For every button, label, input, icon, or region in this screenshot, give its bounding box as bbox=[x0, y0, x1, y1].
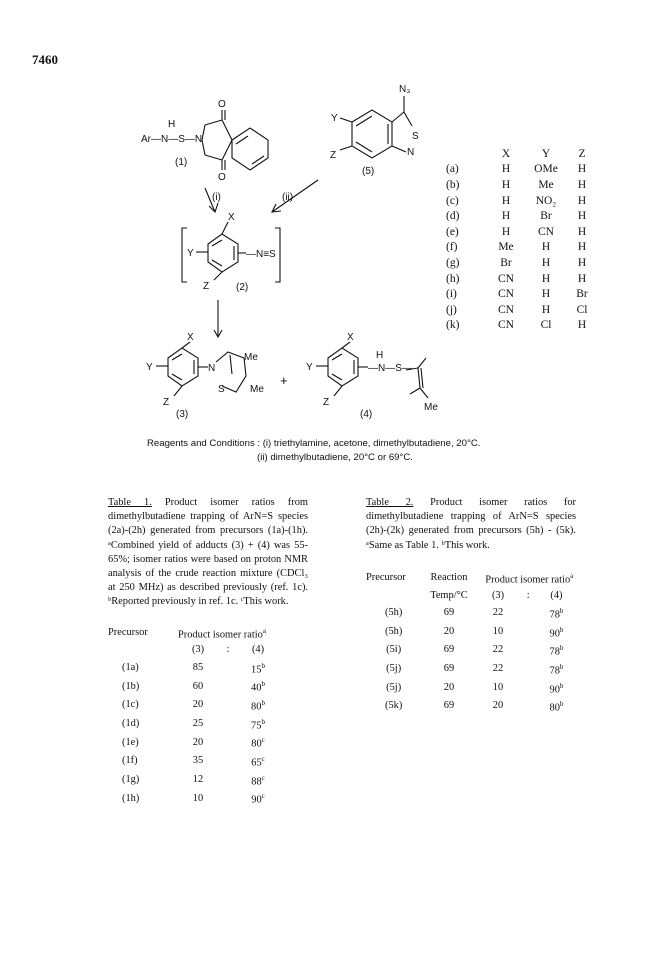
compound-4-x: X bbox=[347, 332, 354, 343]
row-label: (i) bbox=[446, 288, 457, 301]
cell-y: OMe bbox=[534, 163, 558, 176]
row-label: (c) bbox=[446, 194, 459, 207]
table-row bbox=[108, 789, 278, 808]
table-1-header-ratio: Product isomer ratio bbox=[178, 629, 263, 641]
cell-y: H bbox=[541, 256, 551, 269]
temp-cell: 20 bbox=[443, 625, 455, 637]
ratio-3-cell: 12 bbox=[192, 773, 204, 785]
plus-sign: + bbox=[280, 373, 288, 388]
table-row bbox=[366, 660, 576, 679]
reagents-line-1: Reagents and Conditions : (i) triethylamine, acetone, dimethylbutadiene, 20°C. bbox=[147, 438, 481, 449]
cell-x: H bbox=[501, 225, 511, 238]
compound-2-nes: —N≡S bbox=[246, 249, 276, 260]
cell-x: Me bbox=[498, 241, 514, 254]
table-2-header-sup: a bbox=[570, 571, 574, 580]
cell-x: H bbox=[501, 210, 511, 223]
temp-cell: 69 bbox=[443, 644, 455, 656]
ratio-4-cell: 78 bbox=[549, 609, 560, 621]
table-2 bbox=[366, 569, 576, 716]
ratio-4-cell: 40 bbox=[251, 682, 262, 694]
footnote-mark: b bbox=[261, 661, 265, 670]
table-2-sub-4: (4) bbox=[550, 589, 563, 601]
substituent-row bbox=[446, 193, 595, 209]
table-1-header-precursor: Precursor bbox=[108, 626, 148, 638]
precursor-cell: (1g) bbox=[122, 773, 140, 785]
ratio-3-cell: 22 bbox=[492, 663, 504, 675]
row-label: (g) bbox=[446, 256, 460, 269]
row-label: (e) bbox=[446, 225, 459, 238]
substituent-row bbox=[446, 318, 595, 334]
temp-cell: 69 bbox=[443, 700, 455, 712]
table-1-title: Table 1. bbox=[108, 497, 152, 508]
cell-y: Cl bbox=[540, 319, 552, 332]
compound-3-label: (3) bbox=[176, 409, 189, 420]
row-label: (h) bbox=[446, 272, 460, 285]
arrow-i-label: (i) bbox=[212, 192, 221, 203]
compound-4-chain: —N—S— bbox=[368, 363, 412, 374]
ratio-3-cell: 22 bbox=[492, 607, 504, 619]
table-2-title: Table 2. bbox=[366, 497, 414, 508]
footnote-mark: b bbox=[559, 681, 564, 690]
table-row bbox=[108, 752, 278, 771]
precursor-cell: (1a) bbox=[122, 661, 139, 673]
compound-3-methyl-bottom: Me bbox=[250, 384, 264, 395]
cell-z: H bbox=[577, 256, 587, 269]
compound-1-chain: Ar—N—S—N bbox=[141, 134, 203, 145]
ratio-4-cell: 78 bbox=[549, 665, 560, 677]
footnote-mark: c bbox=[261, 755, 265, 764]
cell-y: H bbox=[541, 241, 551, 254]
cell-y: H bbox=[541, 288, 551, 301]
footnote-mark: c bbox=[261, 773, 265, 782]
cell-x: CN bbox=[498, 272, 514, 285]
cell-y: Br bbox=[540, 210, 552, 223]
table-1-sub-4: (4) bbox=[251, 644, 265, 656]
temp-cell: 69 bbox=[443, 663, 455, 675]
ratio-3-cell: 60 bbox=[192, 680, 204, 692]
table-row bbox=[108, 659, 278, 678]
compound-4-methyl: Me bbox=[424, 402, 438, 413]
compound-3-methyl-top: Me bbox=[244, 352, 258, 363]
temp-cell: 69 bbox=[443, 607, 455, 619]
footnote-mark: b bbox=[559, 644, 564, 653]
footnote-mark: b bbox=[559, 625, 564, 634]
cell-y: NO₂ bbox=[535, 194, 557, 207]
arrow-ii bbox=[272, 180, 318, 212]
compound-2-z: Z bbox=[203, 281, 210, 292]
header-x: X bbox=[501, 147, 511, 160]
ratio-4-cell: 65 bbox=[251, 757, 262, 769]
precursor-cell: (5k) bbox=[385, 700, 403, 712]
table-row bbox=[108, 677, 278, 696]
compound-5-z: Z bbox=[330, 150, 337, 161]
cell-y: Me bbox=[538, 178, 554, 191]
table-row bbox=[366, 623, 576, 642]
footnote-mark: c bbox=[261, 736, 265, 745]
compound-4-hydrogen: H bbox=[376, 350, 384, 361]
row-label: (d) bbox=[446, 210, 460, 223]
oxygen-top: O bbox=[218, 99, 226, 110]
reagents-conditions bbox=[147, 437, 480, 465]
cell-y: CN bbox=[538, 225, 554, 238]
cell-x: H bbox=[501, 163, 511, 176]
cell-x: Br bbox=[500, 256, 512, 269]
precursor-cell: (5j) bbox=[386, 681, 402, 693]
cell-x: CN bbox=[498, 288, 514, 301]
row-label: (a) bbox=[446, 163, 459, 176]
substituent-row bbox=[446, 208, 595, 224]
arrow-ii-label: (ii) bbox=[282, 192, 294, 203]
table-1-sep: : bbox=[226, 644, 230, 656]
ratio-3-cell: 22 bbox=[492, 644, 504, 656]
cell-x: H bbox=[501, 194, 511, 207]
row-label: (f) bbox=[446, 241, 458, 254]
table-1-header-sup: a bbox=[262, 626, 266, 635]
compound-3-nitrogen: N bbox=[208, 363, 216, 374]
compound-3-structure bbox=[156, 342, 246, 396]
precursor-cell: (5h) bbox=[385, 625, 403, 637]
substituent-row bbox=[446, 162, 595, 178]
ratio-3-cell: 25 bbox=[192, 717, 204, 729]
ratio-3-cell: 35 bbox=[192, 755, 204, 767]
precursor-cell: (1e) bbox=[122, 736, 139, 748]
compound-3-z: Z bbox=[163, 397, 170, 408]
table-2-sep: : bbox=[526, 589, 530, 601]
precursor-cell: (1h) bbox=[122, 792, 140, 804]
cell-z: Cl bbox=[576, 303, 588, 316]
ratio-4-cell: 15 bbox=[251, 664, 262, 676]
page-number: 7460 bbox=[32, 52, 58, 67]
substituent-row bbox=[446, 240, 595, 256]
table-2-header-temp: Temp/°C bbox=[430, 589, 468, 601]
table-row bbox=[366, 604, 576, 623]
precursor-cell: (1b) bbox=[122, 680, 140, 692]
table-row bbox=[366, 697, 576, 716]
footnote-mark: b bbox=[261, 680, 265, 689]
compound-2-y: Y bbox=[187, 248, 194, 259]
azide-label: N₃ bbox=[399, 84, 411, 95]
header-y: Y bbox=[541, 147, 551, 160]
compound-1-label: (1) bbox=[175, 157, 188, 168]
temp-cell: 20 bbox=[443, 681, 455, 693]
ratio-4-cell: 78 bbox=[549, 646, 560, 658]
ratio-4-cell: 90 bbox=[251, 794, 262, 806]
footnote-mark: c bbox=[261, 792, 265, 801]
precursor-cell: (5i) bbox=[386, 644, 402, 656]
reagents-line-2: (ii) dimethylbutadiene, 20°C or 69°C. bbox=[257, 452, 413, 463]
precursor-cell: (1f) bbox=[122, 755, 138, 767]
table-row bbox=[366, 679, 576, 698]
cell-z: H bbox=[577, 272, 587, 285]
cell-x: H bbox=[501, 178, 511, 191]
compound-3-sulfur: S bbox=[218, 384, 225, 395]
compound-1-structure bbox=[202, 110, 268, 170]
compound-3-x: X bbox=[187, 332, 194, 343]
compound-2-x: X bbox=[228, 212, 235, 223]
cell-z: H bbox=[577, 225, 587, 238]
compound-2-label: (2) bbox=[236, 282, 249, 293]
precursor-cell: (5h) bbox=[385, 607, 403, 619]
ratio-3-cell: 10 bbox=[492, 625, 504, 637]
table-row bbox=[108, 696, 278, 715]
table-1-sub-3: (3) bbox=[191, 644, 205, 656]
cell-z: H bbox=[577, 194, 587, 207]
ratio-4-cell: 80 bbox=[251, 738, 262, 750]
footnote-mark: b bbox=[261, 717, 265, 726]
cell-z: H bbox=[577, 319, 587, 332]
cell-x: CN bbox=[498, 303, 514, 316]
ratio-3-cell: 20 bbox=[492, 700, 504, 712]
ratio-3-cell: 85 bbox=[192, 661, 204, 673]
table-2-sub-3: (3) bbox=[491, 589, 505, 601]
table-row bbox=[108, 771, 278, 790]
table-1-section bbox=[108, 496, 308, 808]
footnote-mark: b bbox=[559, 662, 564, 671]
table-row bbox=[108, 733, 278, 752]
substituent-row bbox=[446, 224, 595, 240]
cell-z: H bbox=[577, 178, 587, 191]
table-1-caption-text: Product isomer ratios from dimethylbutadiene trapping of ArN=S species (2a)-(2h) generated from precursors (1a)-(1h). ᵃCombined yield of adducts (3) + (4) was 55-65%; isomer ratios were based on proton NMR analysis of the crude reaction mixture (CDCl₃ at 250 MHz) as described previously (ref. 1c). ᵇReported previously in ref. 1c. ᶜThis work. bbox=[108, 497, 308, 608]
ratio-3-cell: 10 bbox=[192, 792, 204, 804]
substituent-header-row bbox=[446, 146, 595, 162]
table-2-caption-text: Product isomer ratios for dimethylbutadiene trapping of ArN=S species (2h)-(2k) generated from precursors (5h) - (5k). ᵃSame as Table 1. ᵇThis work. bbox=[366, 497, 576, 551]
compound-4-y: Y bbox=[306, 362, 313, 373]
compound-4-label: (4) bbox=[360, 409, 373, 420]
oxygen-bottom: O bbox=[218, 172, 226, 183]
table-2-header-reaction: Reaction bbox=[430, 572, 468, 584]
ratio-4-cell: 88 bbox=[251, 776, 262, 788]
substituent-row bbox=[446, 255, 595, 271]
table-2-header-precursor: Precursor bbox=[366, 572, 406, 584]
cell-z: H bbox=[577, 241, 587, 254]
footnote-mark: b bbox=[559, 606, 564, 615]
ratio-3-cell: 10 bbox=[492, 681, 504, 693]
cell-y: H bbox=[541, 303, 551, 316]
table-2-header-ratio: Product isomer ratio bbox=[485, 574, 571, 586]
precursor-cell: (1c) bbox=[122, 699, 139, 711]
precursor-cell: (1d) bbox=[122, 717, 140, 729]
compound-4-z: Z bbox=[323, 397, 330, 408]
substituent-table bbox=[446, 146, 595, 333]
row-label: (k) bbox=[446, 319, 460, 332]
ratio-4-cell: 80 bbox=[549, 702, 560, 714]
table-row bbox=[108, 715, 278, 734]
row-label: (j) bbox=[446, 303, 457, 316]
ratio-4-cell: 90 bbox=[549, 628, 560, 640]
footnote-mark: b bbox=[261, 699, 265, 708]
cell-z: Br bbox=[576, 288, 588, 301]
compound-5-sulfur: S bbox=[412, 131, 419, 142]
table-1-caption bbox=[108, 496, 308, 610]
precursor-cell: (5j) bbox=[386, 663, 402, 675]
compound-5-structure bbox=[340, 96, 415, 158]
ratio-4-cell: 90 bbox=[549, 684, 560, 696]
row-label: (b) bbox=[446, 178, 460, 191]
hydrogen-1: H bbox=[168, 119, 176, 130]
header-z: Z bbox=[578, 147, 586, 160]
compound-5-y: Y bbox=[331, 113, 338, 124]
cell-y: H bbox=[541, 272, 551, 285]
cell-z: H bbox=[577, 210, 587, 223]
substituent-row bbox=[446, 177, 595, 193]
table-2-caption bbox=[366, 496, 576, 553]
ratio-4-cell: 75 bbox=[251, 720, 262, 732]
footnote-mark: b bbox=[559, 700, 564, 709]
compound-5-label: (5) bbox=[362, 166, 375, 177]
ratio-3-cell: 20 bbox=[192, 736, 204, 748]
substituent-row bbox=[446, 271, 595, 287]
table-2-section bbox=[366, 496, 576, 716]
ratio-4-cell: 80 bbox=[251, 701, 262, 713]
cell-x: CN bbox=[498, 319, 514, 332]
table-row bbox=[366, 641, 576, 660]
substituent-row bbox=[446, 286, 595, 302]
table-1 bbox=[108, 624, 278, 808]
compound-3-y: Y bbox=[146, 362, 153, 373]
ratio-3-cell: 20 bbox=[192, 699, 204, 711]
cell-z: H bbox=[577, 163, 587, 176]
substituent-row bbox=[446, 302, 595, 318]
compound-5-nitrogen: N bbox=[407, 147, 415, 158]
